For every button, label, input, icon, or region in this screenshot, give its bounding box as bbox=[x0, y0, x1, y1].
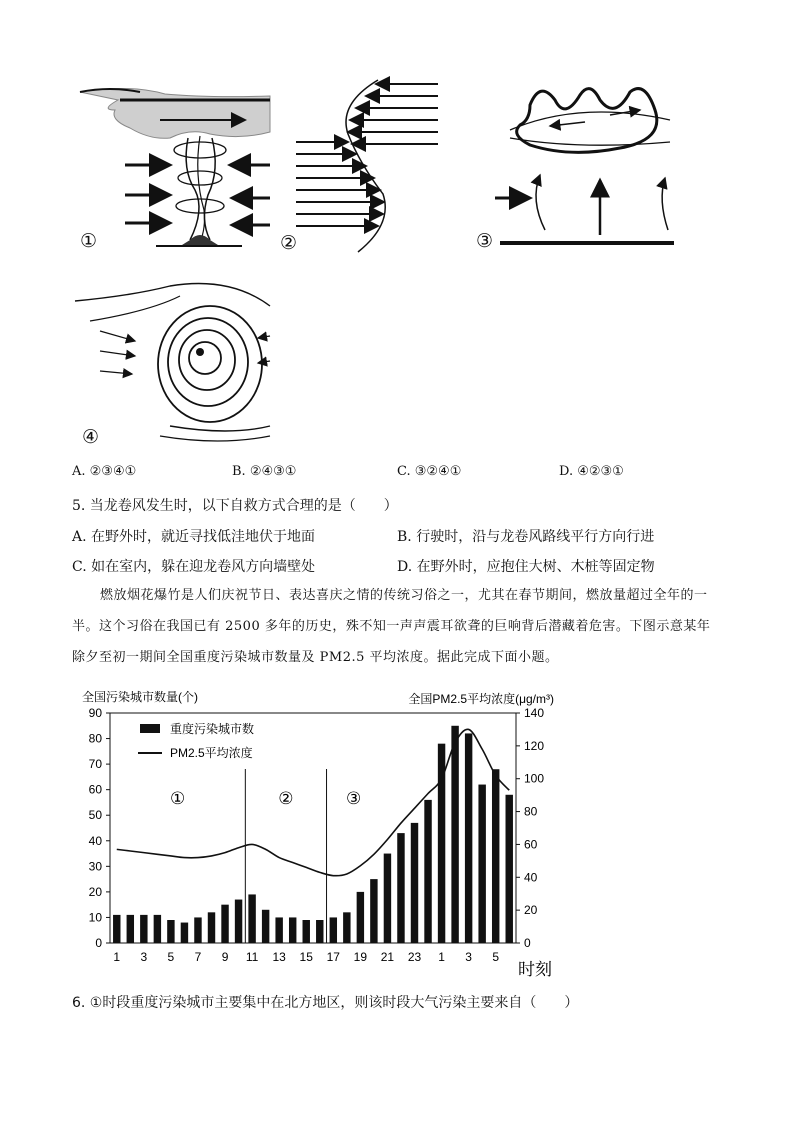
bar-heavy-pollution-cities bbox=[221, 905, 228, 943]
bar-heavy-pollution-cities bbox=[154, 915, 161, 943]
x-axis-title: 时刻 bbox=[518, 960, 552, 979]
bar-heavy-pollution-cities bbox=[248, 894, 255, 943]
left-axis-title: 全国污染城市数量(个) bbox=[82, 690, 198, 704]
bar-heavy-pollution-cities bbox=[478, 785, 485, 943]
q4-option-d[interactable]: D. ④②③① bbox=[559, 464, 624, 479]
bar-heavy-pollution-cities bbox=[411, 823, 418, 943]
right-tick-label: 60 bbox=[524, 837, 538, 852]
figure-1-label: ① bbox=[80, 230, 98, 252]
x-tick-label: 7 bbox=[194, 950, 202, 964]
period-label: ② bbox=[278, 789, 294, 808]
period-label: ① bbox=[170, 789, 186, 808]
x-tick-label: 11 bbox=[245, 950, 259, 964]
bar-heavy-pollution-cities bbox=[113, 915, 120, 943]
bar-heavy-pollution-cities bbox=[127, 915, 134, 943]
bar-heavy-pollution-cities bbox=[397, 833, 404, 943]
pollution-chart bbox=[66, 684, 576, 984]
bar-heavy-pollution-cities bbox=[235, 900, 242, 943]
x-tick-label: 1 bbox=[438, 950, 445, 964]
left-tick-label: 20 bbox=[88, 884, 102, 899]
left-tick-label: 50 bbox=[88, 808, 102, 823]
x-tick-label: 17 bbox=[326, 950, 340, 964]
bar-heavy-pollution-cities bbox=[357, 892, 364, 943]
bar-heavy-pollution-cities bbox=[465, 733, 472, 943]
right-tick-label: 20 bbox=[524, 903, 538, 918]
bar-heavy-pollution-cities bbox=[343, 912, 350, 943]
left-tick-label: 70 bbox=[88, 757, 102, 772]
q4-option-c[interactable]: C. ③②④① bbox=[397, 464, 462, 479]
x-tick-label: 3 bbox=[140, 950, 148, 964]
bar-heavy-pollution-cities bbox=[330, 917, 337, 943]
q5-option-c[interactable]: C. 如在室内，躲在迎龙卷风方向墙壁处 bbox=[72, 559, 316, 575]
right-axis-title: 全国PM2.5平均浓度(μg/m³) bbox=[408, 692, 554, 706]
bar-heavy-pollution-cities bbox=[208, 912, 215, 943]
bar-heavy-pollution-cities bbox=[316, 920, 323, 943]
q5-option-b[interactable]: B. 行驶时，沿与龙卷风路线平行方向行进 bbox=[397, 529, 655, 545]
right-tick-label: 140 bbox=[524, 706, 545, 720]
x-tick-label: 3 bbox=[465, 950, 472, 964]
x-tick-label: 5 bbox=[492, 950, 500, 964]
figure-3-label: ③ bbox=[476, 230, 494, 252]
q4-option-a[interactable]: A. ②③④① bbox=[72, 464, 137, 479]
x-tick-label: 9 bbox=[221, 950, 229, 964]
x-tick-label: 13 bbox=[272, 950, 286, 964]
right-tick-label: 0 bbox=[524, 936, 531, 950]
bar-heavy-pollution-cities bbox=[289, 917, 296, 943]
bar-heavy-pollution-cities bbox=[492, 769, 499, 943]
legend-bar-swatch bbox=[140, 724, 160, 733]
q5-option-d[interactable]: D. 在野外时，应抱住大树、木桩等固定物 bbox=[397, 559, 655, 575]
figure-2-label: ② bbox=[280, 232, 298, 254]
x-tick-label: 21 bbox=[380, 950, 395, 964]
x-tick-label: 5 bbox=[167, 950, 175, 964]
figure-3-rolling-vortex bbox=[490, 80, 674, 255]
left-tick-label: 10 bbox=[88, 910, 102, 925]
period-label: ③ bbox=[345, 789, 362, 808]
q5-stem: 5. 当龙卷风发生时，以下自救方式合理的是（ ） bbox=[72, 498, 398, 514]
figure-4-label: ④ bbox=[82, 426, 100, 448]
bar-heavy-pollution-cities bbox=[194, 917, 201, 943]
bar-heavy-pollution-cities bbox=[303, 920, 310, 943]
bar-heavy-pollution-cities bbox=[262, 910, 269, 943]
bar-heavy-pollution-cities bbox=[424, 800, 431, 943]
figure-4-spiral bbox=[70, 276, 280, 446]
x-tick-label: 19 bbox=[353, 950, 368, 964]
bar-heavy-pollution-cities bbox=[167, 920, 174, 943]
left-tick-label: 0 bbox=[95, 936, 102, 950]
figure-2-wind-shear bbox=[288, 74, 448, 254]
bar-heavy-pollution-cities bbox=[384, 854, 391, 943]
bar-heavy-pollution-cities bbox=[140, 915, 147, 943]
bar-heavy-pollution-cities bbox=[181, 923, 188, 943]
right-tick-label: 120 bbox=[524, 738, 545, 753]
bar-heavy-pollution-cities bbox=[451, 726, 458, 943]
passage: 燃放烟花爆竹是人们庆祝节日、表达喜庆之情的传统习俗之一，尤其在春节期间，燃放量超过全年的一半。这个习俗在我国已有 2500 多年的历史，殊不知一声声震耳欲聋的巨响背后潜藏着危害。下图示意某年除夕至初一期间全国重度污染城市数量及 PM2.5 平均浓度。据此完成下面小题。 bbox=[72, 588, 711, 665]
q4-option-b[interactable]: B. ②④③① bbox=[232, 464, 297, 479]
legend-bar-label: 重度污染城市数 bbox=[170, 722, 255, 736]
q5-option-a[interactable]: A. 在野外时，就近寻找低洼地伏于地面 bbox=[72, 529, 316, 545]
right-tick-label: 100 bbox=[524, 771, 545, 786]
left-tick-label: 60 bbox=[88, 782, 102, 797]
bar-heavy-pollution-cities bbox=[275, 917, 282, 943]
bar-heavy-pollution-cities bbox=[370, 879, 377, 943]
left-tick-label: 80 bbox=[88, 731, 102, 746]
left-tick-label: 90 bbox=[88, 706, 102, 720]
figure-1-tornado bbox=[70, 80, 280, 255]
x-tick-label: 1 bbox=[113, 950, 121, 964]
x-tick-label: 23 bbox=[407, 950, 422, 964]
bar-heavy-pollution-cities bbox=[506, 795, 513, 943]
q6-stem: 6. ①时段重度污染城市主要集中在北方地区，则该时段大气污染主要来自（ ） bbox=[72, 995, 579, 1011]
left-tick-label: 30 bbox=[88, 859, 102, 874]
right-tick-label: 40 bbox=[524, 870, 538, 885]
right-tick-label: 80 bbox=[524, 804, 538, 819]
legend-line-label: PM2.5平均浓度 bbox=[170, 746, 253, 760]
left-tick-label: 40 bbox=[88, 833, 102, 848]
x-tick-label: 15 bbox=[299, 950, 313, 964]
